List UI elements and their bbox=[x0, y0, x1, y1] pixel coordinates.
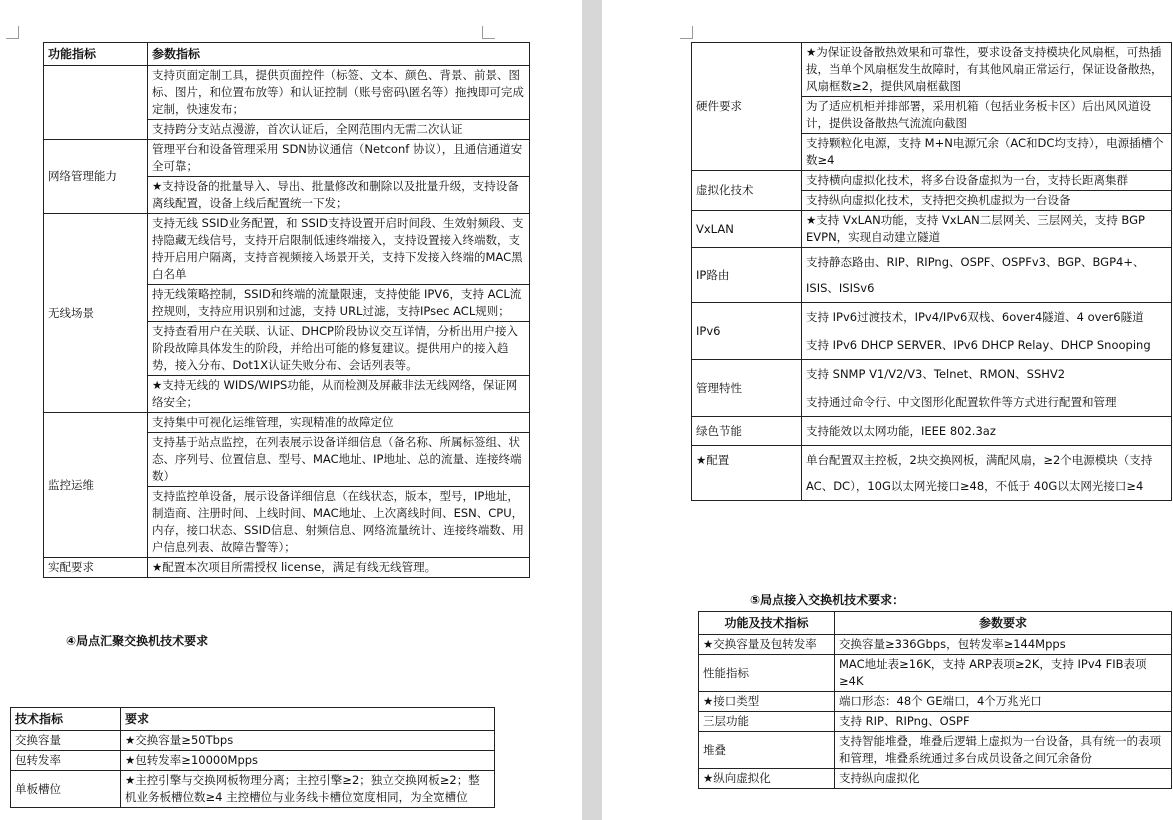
crop-mark bbox=[6, 26, 19, 39]
table-cell: ★交换容量≥50Tbps bbox=[121, 731, 495, 751]
table-row bbox=[11, 751, 495, 771]
table-cell: ★为保证设备散热效果和可靠性，要求设备支持模块化风扇框，可热插拔，当单个风扇框发生故障时，有其他风扇正常运行，保证设备散热，风扇框数≥2，提供风扇框截图 bbox=[802, 43, 1172, 97]
row-label: ★接口类型 bbox=[699, 692, 835, 712]
table-row bbox=[699, 712, 1172, 732]
row-label: 交换容量 bbox=[11, 731, 121, 751]
table-row bbox=[44, 214, 530, 285]
row-label: ★纵向虚拟化 bbox=[699, 769, 835, 789]
table-row bbox=[44, 558, 530, 578]
table-cell: 支持颗粒化电源，支持 M+N电源冗余（AC和DC均支持），电源插槽个数≥4 bbox=[802, 134, 1172, 171]
table-cell: ★包转发率≥10000Mpps bbox=[121, 751, 495, 771]
table-header-row bbox=[44, 43, 530, 66]
row-label: IPv6 bbox=[692, 303, 802, 360]
row-label bbox=[44, 66, 148, 140]
row-label: 三层功能 bbox=[699, 712, 835, 732]
access-switch-table bbox=[698, 611, 1172, 789]
row-label: 性能指标 bbox=[699, 655, 835, 692]
table-row bbox=[692, 171, 1172, 191]
column-header: 功能指标 bbox=[44, 43, 148, 66]
page-gutter bbox=[582, 0, 602, 820]
row-label: ★配置 bbox=[692, 446, 802, 501]
crop-mark bbox=[680, 26, 693, 39]
row-label: VxLAN bbox=[692, 211, 802, 248]
row-label: 虚拟化技术 bbox=[692, 171, 802, 211]
row-label: 网络管理能力 bbox=[44, 140, 148, 214]
table-row bbox=[692, 303, 1172, 332]
aggregation-switch-table bbox=[10, 707, 495, 808]
table-cell: 管理平台和设备管理采用 SDN协议通信（Netconf 协议），且通信通道安全可靠； bbox=[148, 140, 530, 177]
table-cell: ★支持 VxLAN功能，支持 VxLAN二层网关、三层网关，支持 BGP EVPN，实现自动建立隧道 bbox=[802, 211, 1172, 248]
document-page-right bbox=[602, 0, 1173, 820]
table-cell: 端口形态：48个 GE端口，4个万兆光口 bbox=[835, 692, 1172, 712]
column-header: 功能及技术指标 bbox=[699, 612, 835, 635]
table-row bbox=[699, 769, 1172, 789]
table-cell: 为了适应机柜并排部署，采用机箱（包括业务板卡区）后出风风道设计，提供设备散热气流流向截图 bbox=[802, 97, 1172, 134]
table-cell: 持无线策略控制，SSID和终端的流量限速，支持使能 IPV6，支持 ACL流控规则，支持应用识别和过滤，支持 URL过滤，支持IPsec ACL规则； bbox=[148, 285, 530, 322]
table-cell: 支持纵向虚拟化技术，支持把交换机虚拟为一台设备 bbox=[802, 191, 1172, 211]
row-label: 管理特性 bbox=[692, 360, 802, 417]
table-cell: 支持横向虚拟化技术，将多台设备虚拟为一台，支持长距离集群 bbox=[802, 171, 1172, 191]
table-cell: 支持 IPv6过渡技术，IPv4/IPv6双栈、6over4隧道、4 over6隧道 bbox=[802, 303, 1172, 332]
table-cell: 交换容量≥336Gbps，包转发率≥144Mpps bbox=[835, 635, 1172, 655]
table-row bbox=[44, 66, 530, 120]
table-cell: 支持监控单设备，展示设备详细信息（在线状态，版本，型号，IP地址，制造商、注册时间、上线时间、MAC地址、上次离线时间、ESN、CPU，内存，接口状态、SSID信息、射频信息、网络流量统计、连接终端数、用户信息列表、故障告警等）； bbox=[148, 487, 530, 558]
table-row bbox=[44, 140, 530, 177]
table-cell: 支持基于站点监控，在列表展示设备详细信息（备名称、所属标签组、状态、序列号、位置信息、型号、MAC地址、IP地址、总的流量、连接终端数） bbox=[148, 433, 530, 487]
table-row bbox=[692, 417, 1172, 446]
table-header-row bbox=[699, 612, 1172, 635]
table-row bbox=[44, 413, 530, 433]
row-label: 监控运维 bbox=[44, 413, 148, 558]
table-cell: ★支持设备的批量导入、导出、批量修改和删除以及批量升级，支持设备离线配置，设备上线后配置统一下发； bbox=[148, 177, 530, 214]
table-cell: 支持能效以太网功能，IEEE 802.3az bbox=[802, 417, 1172, 446]
feature-parameter-table bbox=[43, 42, 530, 578]
column-header: 技术指标 bbox=[11, 708, 121, 731]
table-row bbox=[692, 43, 1172, 97]
table-cell: 支持静态路由、RIP、RIPng、OSPF、OSPFv3、BGP、BGP4+、ISIS、ISISv6 bbox=[802, 248, 1172, 303]
row-label: IP路由 bbox=[692, 248, 802, 303]
table-cell: 支持通过命令行、中文图形化配置软件等方式进行配置和管理 bbox=[802, 388, 1172, 417]
core-switch-requirements-table bbox=[691, 42, 1172, 501]
table-cell: 支持智能堆叠，堆叠后逻辑上虚拟为一台设备，具有统一的表项和管理，堆叠系统通过多台成员设备之间冗余备份 bbox=[835, 732, 1172, 769]
table-cell: 支持跨分支站点漫游，首次认证后，全网范围内无需二次认证 bbox=[148, 120, 530, 140]
table-cell: MAC地址表≥16K，支持 ARP表项≥2K，支持 IPv4 FIB表项≥4K bbox=[835, 655, 1172, 692]
table-cell: ★主控引擎与交换网板物理分离；主控引擎≥2；独立交换网板≥2；整机业务板槽位数≥4 主控槽位与业务线卡槽位宽度相同，为全宽槽位 bbox=[121, 771, 495, 808]
column-header: 参数指标 bbox=[148, 43, 530, 66]
row-label: 实配要求 bbox=[44, 558, 148, 578]
table-row bbox=[699, 635, 1172, 655]
row-label: 无线场景 bbox=[44, 214, 148, 413]
row-label: 堆叠 bbox=[699, 732, 835, 769]
document-page-left bbox=[0, 0, 582, 820]
column-header: 参数要求 bbox=[835, 612, 1172, 635]
table-row bbox=[699, 732, 1172, 769]
table-row bbox=[692, 446, 1172, 501]
table-cell: 单台配置双主控板，2块交换网板，满配风扇，≥2个电源模块（支持 AC、DC），10G以太网光接口≥48，不低于 40G以太网光接口≥4 bbox=[802, 446, 1172, 501]
table-cell: 支持 SNMP V1/V2/V3、Telnet、RMON、SSHV2 bbox=[802, 360, 1172, 389]
section-heading: ⑤局点接入交换机技术要求： bbox=[750, 593, 905, 607]
table-row bbox=[11, 771, 495, 808]
table-cell: 支持页面定制工具，提供页面控件（标签、文本、颜色、背景、前景、图标、图片，和位置布放等）和认证控制（账号密码\匿名等）拖拽即可完成定制，快速发布； bbox=[148, 66, 530, 120]
table-row bbox=[692, 360, 1172, 389]
row-label: 单板槽位 bbox=[11, 771, 121, 808]
table-row bbox=[699, 655, 1172, 692]
row-label: 硬件要求 bbox=[692, 43, 802, 171]
table-cell: ★支持无线的 WIDS/WIPS功能，从而检测及屏蔽非法无线网络，保证网络安全； bbox=[148, 376, 530, 413]
table-cell: 支持 IPv6 DHCP SERVER、IPv6 DHCP Relay、DHCP Snooping bbox=[802, 331, 1172, 360]
table-header-row bbox=[11, 708, 495, 731]
table-cell: 支持 RIP、RIPng、OSPF bbox=[835, 712, 1172, 732]
table-cell: 支持查看用户在关联、认证、DHCP阶段协议交互详情，分析出用户接入阶段故障具体发生的阶段，并给出可能的修复建议。提供用户的接入趋势，接入分布、Dot1X认证失败分布、会话列表等。 bbox=[148, 322, 530, 376]
crop-mark bbox=[482, 26, 495, 39]
table-row bbox=[692, 248, 1172, 303]
table-cell: 支持纵向虚拟化 bbox=[835, 769, 1172, 789]
table-cell: ★配置本次项目所需授权 license，满足有线无线管理。 bbox=[148, 558, 530, 578]
column-header: 要求 bbox=[121, 708, 495, 731]
table-row bbox=[11, 731, 495, 751]
section-heading: ④局点汇聚交换机技术要求 bbox=[66, 634, 209, 648]
table-cell: 支持无线 SSID业务配置，和 SSID支持设置开启时间段、生效射频段、支持隐藏无线信号，支持开启限制低速终端接入，支持设置接入终端数，支持开启用户隔离，支持音视频接入场景开关，支持下发接入终端的MAC黑白名单 bbox=[148, 214, 530, 285]
table-row bbox=[692, 211, 1172, 248]
row-label: 绿色节能 bbox=[692, 417, 802, 446]
row-label: 包转发率 bbox=[11, 751, 121, 771]
table-row bbox=[699, 692, 1172, 712]
table-cell: 支持集中可视化运维管理，实现精准的故障定位 bbox=[148, 413, 530, 433]
row-label: ★交换容量及包转发率 bbox=[699, 635, 835, 655]
